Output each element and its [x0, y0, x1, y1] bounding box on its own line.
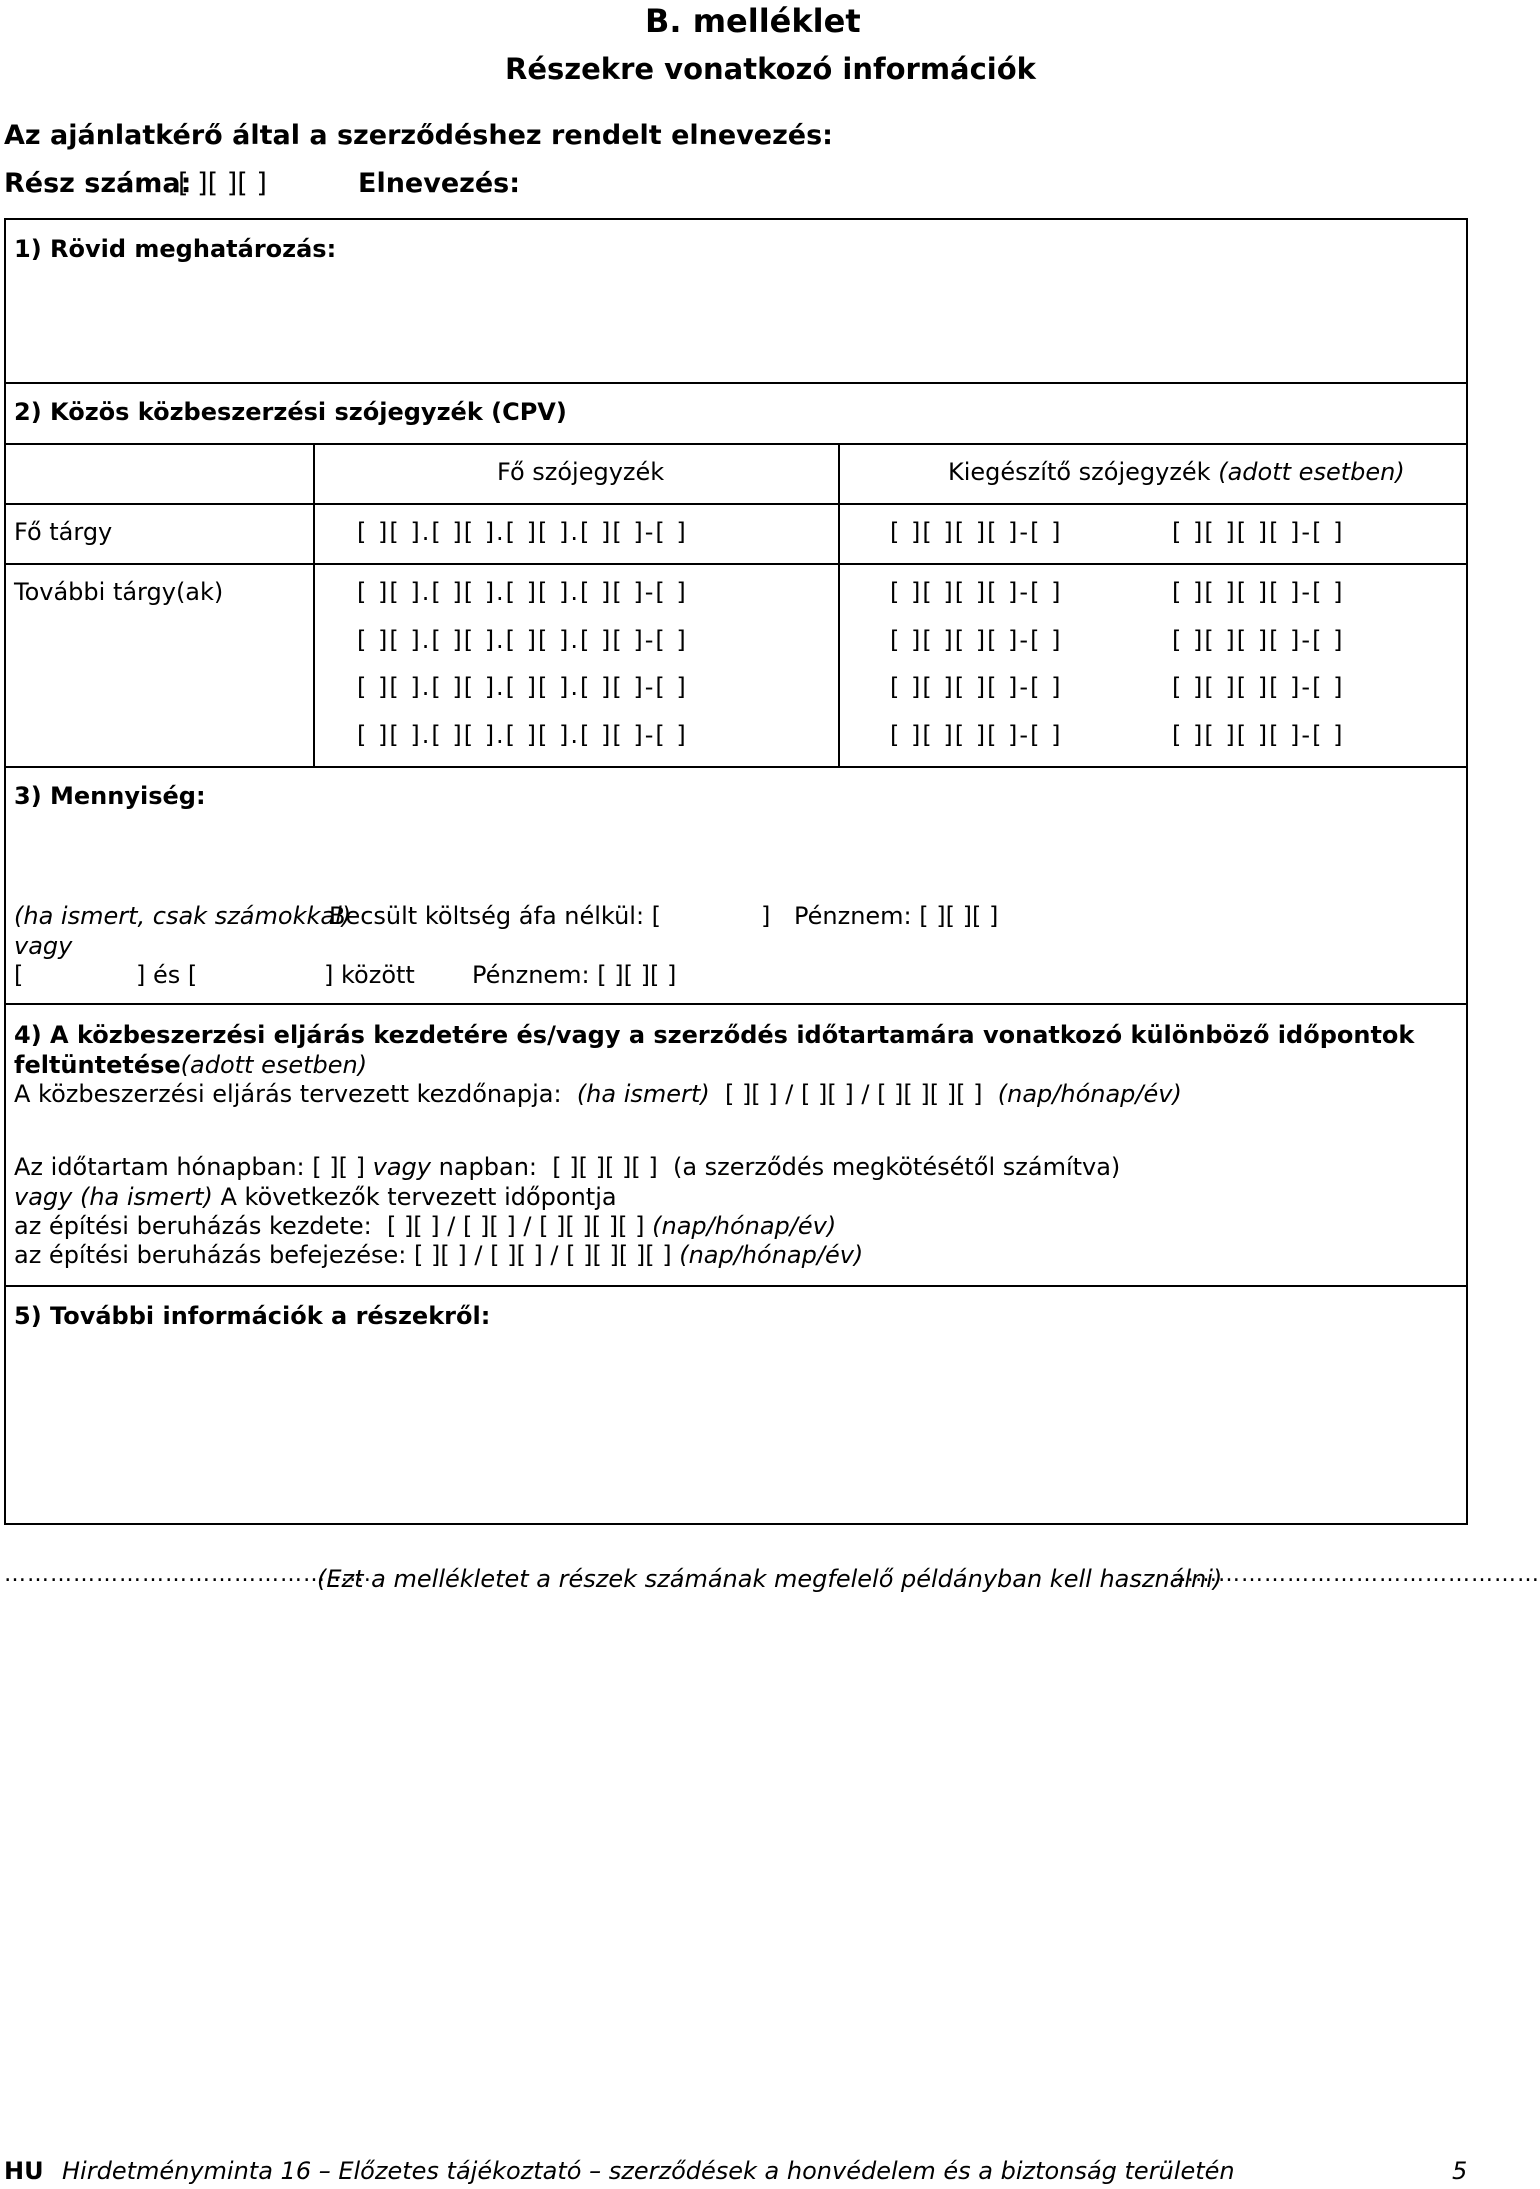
- quantity-if-known: (ha ismert, csak számokkal): [14, 902, 352, 930]
- footer-dots-left: …………………………………………: [4, 1562, 372, 1587]
- contracting-name-label: Az ajánlatkérő által a szerződéshez rendelt elnevezés:: [4, 120, 833, 151]
- section3-label: 3) Mennyiség:: [14, 782, 206, 810]
- duration-or: vagy: [372, 1153, 431, 1181]
- cpv-further-code[interactable]: [ ][ ].[ ][ ].[ ][ ].[ ][ ]-[ ]: [357, 721, 688, 749]
- planned-start-date[interactable]: [ ][ ] / [ ][ ] / [ ][ ][ ][ ]: [724, 1080, 983, 1108]
- range-open[interactable]: [: [14, 961, 24, 989]
- planned-start-date-format: (nap/hónap/év): [997, 1080, 1182, 1108]
- cpv-further-extra-code[interactable]: [ ][ ][ ][ ]-[ ]: [1172, 721, 1345, 749]
- following-dates-label: A következők tervezett időpontja: [220, 1183, 617, 1211]
- section4-label-text: 4) A közbeszerzési eljárás kezdetére és/vagy a szerződés időtartamára vonatkozó különböző időpontok feltüntetése: [14, 1021, 1415, 1079]
- part-number-label: Rész száma:: [4, 168, 192, 199]
- duration-from-contract: (a szerződés megkötésétől számítva): [672, 1153, 1121, 1181]
- section2-label: 2) Közös közbeszerzési szójegyzék (CPV): [14, 398, 567, 426]
- section4-label: [14, 1020, 1464, 1080]
- or-if-known: vagy (ha ismert): [14, 1183, 213, 1211]
- cpv-further-extra-code[interactable]: [ ][ ][ ][ ]-[ ]: [1172, 578, 1345, 606]
- planned-start-row: [14, 1080, 1182, 1108]
- footer-title: Hirdetményminta 16 – Előzetes tájékoztató – szerződések a honvédelem és a biztonság területén: [62, 2157, 1235, 2185]
- cpv-further-extra-code[interactable]: [ ][ ][ ][ ]-[ ]: [890, 721, 1063, 749]
- footer-lang: HU: [4, 2157, 44, 2185]
- cpv-main-extra-code-2[interactable]: [ ][ ][ ][ ]-[ ]: [1172, 518, 1345, 546]
- following-dates-row: [14, 1183, 617, 1211]
- cpv-further-code[interactable]: [ ][ ].[ ][ ].[ ][ ].[ ][ ]-[ ]: [357, 673, 688, 701]
- cpv-main-code[interactable]: [ ][ ].[ ][ ].[ ][ ].[ ][ ]-[ ]: [357, 518, 688, 546]
- cpv-extra-header-text: Kiegészítő szójegyzék: [948, 458, 1211, 486]
- name-label: Elnevezés:: [358, 168, 521, 199]
- planned-start-if-known: (ha ismert): [576, 1080, 710, 1108]
- or-label: vagy: [14, 932, 73, 960]
- cpv-further-extra-code[interactable]: [ ][ ][ ][ ]-[ ]: [1172, 626, 1345, 654]
- duration-days-boxes[interactable]: [ ][ ][ ][ ]: [552, 1153, 658, 1181]
- cpv-further-code[interactable]: [ ][ ].[ ][ ].[ ][ ].[ ][ ]-[ ]: [357, 626, 688, 654]
- works-start-date-format: (nap/hónap/év): [652, 1212, 837, 1240]
- section5-label: 5) További információk a részekről:: [14, 1302, 491, 1330]
- works-end-row: [14, 1241, 863, 1269]
- part-number-boxes[interactable]: [ ][ ][ ]: [178, 168, 267, 199]
- cpv-further-extra-code[interactable]: [ ][ ][ ][ ]-[ ]: [890, 673, 1063, 701]
- cpv-further-extra-code[interactable]: [ ][ ][ ][ ]-[ ]: [890, 578, 1063, 606]
- range-between-end[interactable]: ] között: [324, 961, 415, 989]
- duration-months-boxes[interactable]: [ ][ ]: [312, 1153, 365, 1181]
- duration-row: [14, 1153, 1120, 1181]
- cpv-further-extra-code[interactable]: [ ][ ][ ][ ]-[ ]: [1172, 673, 1345, 701]
- works-end-label: az építési beruházás befejezése:: [14, 1241, 407, 1269]
- works-start-date[interactable]: [ ][ ] / [ ][ ] / [ ][ ][ ][ ]: [386, 1212, 645, 1240]
- works-end-date[interactable]: [ ][ ] / [ ][ ] / [ ][ ][ ][ ]: [414, 1241, 672, 1269]
- currency-label-2[interactable]: Pénznem: [ ][ ][ ]: [472, 961, 677, 989]
- cpv-main-extra-code-1[interactable]: [ ][ ][ ][ ]-[ ]: [890, 518, 1063, 546]
- footer-dots-right: …………………………………………: [1172, 1562, 1540, 1587]
- section4-label-note: (adott esetben): [180, 1051, 368, 1079]
- duration-days-label: napban:: [438, 1153, 538, 1181]
- cpv-further-extra-code[interactable]: [ ][ ][ ][ ]-[ ]: [890, 626, 1063, 654]
- cpv-main-header: Fő szójegyzék: [497, 458, 665, 486]
- works-end-date-format: (nap/hónap/év): [679, 1241, 864, 1269]
- works-start-label: az építési beruházás kezdete:: [14, 1212, 372, 1240]
- cpv-further-code[interactable]: [ ][ ].[ ][ ].[ ][ ].[ ][ ]-[ ]: [357, 578, 688, 606]
- range-between[interactable]: ] és [: [136, 961, 198, 989]
- cpv-row-main-label: Fő tárgy: [14, 518, 113, 546]
- cpv-extra-header: [948, 458, 1405, 486]
- estimated-cost-close[interactable]: ]: [761, 902, 771, 930]
- works-start-row: [14, 1212, 836, 1240]
- cpv-extra-header-note: (adott esetben): [1218, 458, 1405, 486]
- page-title: B. melléklet: [645, 2, 861, 40]
- page-subtitle: Részekre vonatkozó információk: [505, 52, 1036, 86]
- footer-note: (Ezt a mellékletet a részek számának megfelelő példányban kell használni): [317, 1565, 1223, 1593]
- cpv-row-further-label: További tárgy(ak): [14, 578, 224, 606]
- duration-months-label: Az időtartam hónapban:: [14, 1153, 305, 1181]
- section1-label: 1) Rövid meghatározás:: [14, 235, 337, 263]
- estimated-cost-label: Becsült költség áfa nélkül: [: [329, 902, 662, 930]
- planned-start-label: A közbeszerzési eljárás tervezett kezdőnapja:: [14, 1080, 562, 1108]
- footer-page-number: 5: [1452, 2157, 1468, 2185]
- currency-label-1[interactable]: Pénznem: [ ][ ][ ]: [794, 902, 999, 930]
